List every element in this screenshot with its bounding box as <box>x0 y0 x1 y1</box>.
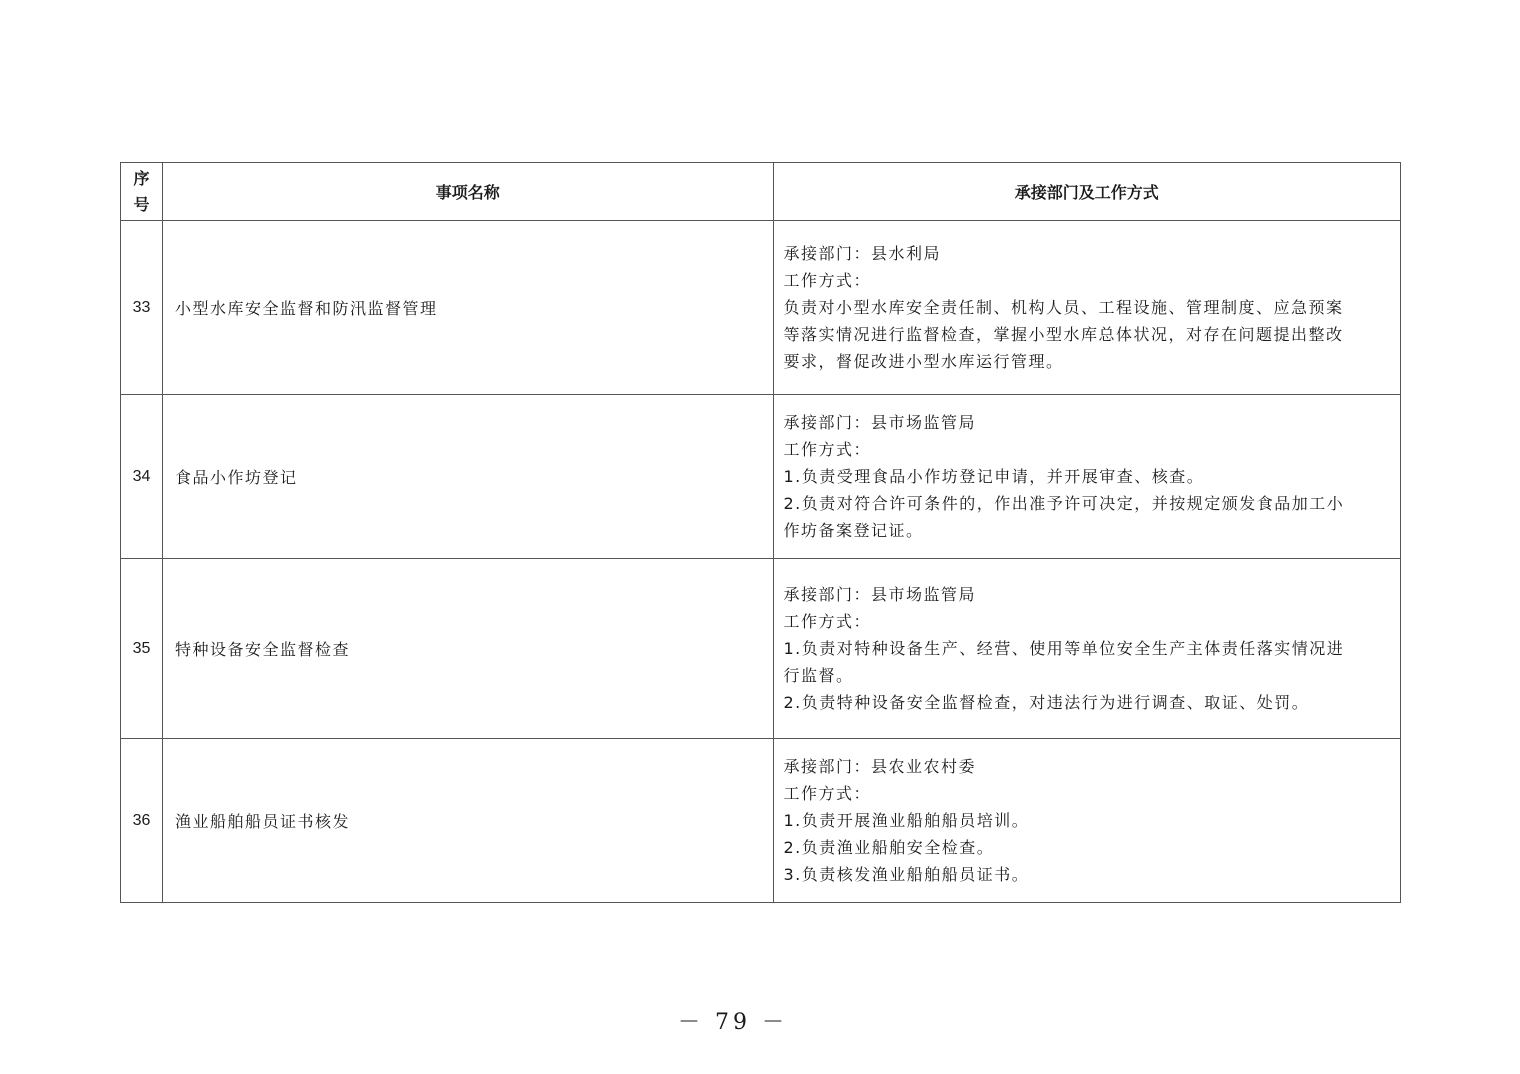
row-method-label: 工作方式： <box>783 784 872 803</box>
table-row <box>121 559 1401 739</box>
row-method-line: 行监督。 <box>783 666 854 685</box>
table-row <box>121 739 1401 903</box>
row-dept: 承接部门：县水利局 <box>783 244 942 263</box>
row-method-line: 负责对小型水库安全责任制、机构人员、工程设施、管理制度、应急预案 <box>783 298 1344 317</box>
row-dept-cell <box>773 221 1401 395</box>
row-method-label: 工作方式： <box>783 612 872 631</box>
row-name: 小型水库安全监督和防汛监督管理 <box>163 221 773 395</box>
header-dept: 承接部门及工作方式 <box>773 163 1401 221</box>
header-seq <box>121 163 163 221</box>
row-method-line: 2.负责特种设备安全监督检查，对违法行为进行调查、取证、处罚。 <box>783 693 1310 712</box>
row-seq: 34 <box>121 395 163 559</box>
row-dept-cell <box>773 395 1401 559</box>
row-method-label: 工作方式： <box>783 271 872 290</box>
row-method-line: 3.负责核发渔业船舶船员证书。 <box>783 865 1030 884</box>
row-method-line: 1.负责对特种设备生产、经营、使用等单位安全生产主体责任落实情况进 <box>783 639 1345 658</box>
header-seq-line2: 号 <box>133 194 150 214</box>
row-dept: 承接部门：县农业农村委 <box>783 757 977 776</box>
row-name: 特种设备安全监督检查 <box>163 559 773 739</box>
row-method-line: 要求，督促改进小型水库运行管理。 <box>783 352 1064 371</box>
row-seq: 36 <box>121 739 163 903</box>
row-seq: 33 <box>121 221 163 395</box>
table-row <box>121 221 1401 395</box>
row-name: 渔业船舶船员证书核发 <box>163 739 773 903</box>
row-method-line: 2.负责渔业船舶安全检查。 <box>783 838 995 857</box>
row-method-line: 1.负责受理食品小作坊登记申请，并开展审查、核查。 <box>783 467 1205 486</box>
row-method-line: 作坊备案登记证。 <box>783 521 924 540</box>
row-method-line: 2.负责对符合许可条件的，作出准予许可决定，并按规定颁发食品加工小 <box>783 494 1345 513</box>
header-seq-line1: 序 <box>133 168 150 188</box>
row-seq: 35 <box>121 559 163 739</box>
table-row <box>121 395 1401 559</box>
row-dept-cell <box>773 559 1401 739</box>
row-method-label: 工作方式： <box>783 440 872 459</box>
table-header-row <box>121 163 1401 221</box>
row-dept: 承接部门：县市场监管局 <box>783 585 977 604</box>
header-name: 事项名称 <box>163 163 773 221</box>
row-dept: 承接部门：县市场监管局 <box>783 413 977 432</box>
row-method-line: 1.负责开展渔业船舶船员培训。 <box>783 811 1030 830</box>
matters-table <box>120 162 1401 903</box>
row-dept-cell <box>773 739 1401 903</box>
row-name: 食品小作坊登记 <box>163 395 773 559</box>
page-number: － 79 － <box>678 1010 788 1035</box>
row-method-line: 等落实情况进行监督检查，掌握小型水库总体状况，对存在问题提出整改 <box>783 325 1344 344</box>
